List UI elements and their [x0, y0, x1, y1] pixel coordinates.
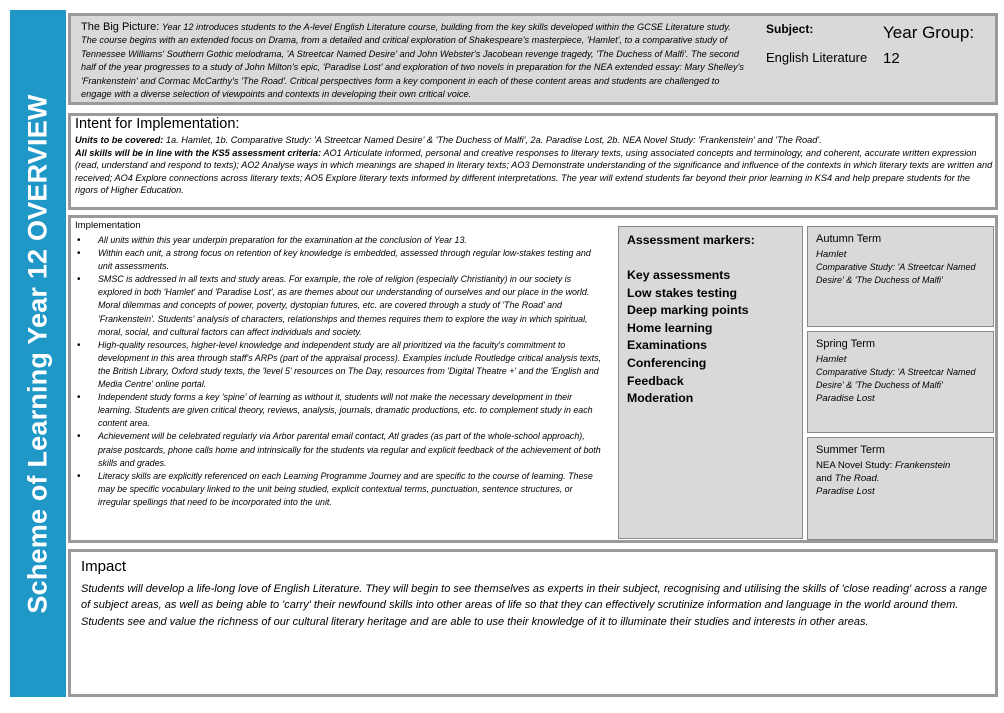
assessment-item: Deep marking points [627, 303, 749, 318]
summer-term-panel [807, 437, 994, 540]
list-item: • SMSC is addressed in all texts and study areas. For example, the role of religion (especially Christianity) in our society is explored in both 'Hamlet' and 'Paradise Lost', as are themes about our understanding of ourselves and our place in the world. Moral dilemmas and concepts of power, poverty, dystopian futures, etc. are covered through a study of 'The Road' and 'Frankenstein'. Students' analysis of characters, relationships and themes requires them to explore the way in which spiritual, moral, social, and cultural factors can affect individuals and society. [77, 273, 607, 338]
units-text: 1a. Hamlet, 1b. Comparative Study: 'A Streetcar Named Desire' & 'The Duchess of Malfi', 2a. Paradise Lost, 2b. NEA Novel Study: 'Frankenstein' and 'The Road'. [165, 135, 822, 145]
impact-title: Impact [81, 558, 127, 575]
assessment-item: Moderation [627, 391, 694, 406]
assessment-item: Feedback [627, 373, 684, 388]
big-picture-lead: The Big Picture: [81, 21, 160, 33]
list-item: • Achievement will be celebrated regularly via Arbor parental email contact, Atl grades (as part of the whole-school approach), praise postcards, phone calls home and intrinsically for the students via regular and explicit feedback of the achievement of both skills and grades. [77, 430, 607, 469]
implementation-list [77, 234, 607, 509]
list-item: • Literacy skills are explicitly referenced on each Learning Programme Journey and are specific to the course of learning. These may be specific vocabulary linked to the unit being studied, explicit contextual terms, punctuation, sentence structures, or irregular spellings that need to be incorporated into the unit. [77, 470, 607, 509]
spring-term-unit: Hamlet [816, 354, 847, 365]
list-item: • All units within this year underpin preparation for the examination at the conclusion of Year 13. [77, 234, 607, 247]
intent-body [75, 134, 993, 197]
autumn-term-panel [807, 226, 994, 327]
impact-section [68, 549, 998, 697]
sidebar-banner [10, 10, 66, 697]
spring-term-title: Spring Term [816, 338, 876, 350]
assessment-item: Conferencing [627, 355, 707, 370]
spring-term-unit: Comparative Study: 'A Streetcar Named Desire' & 'The Duchess of Malfi' [816, 367, 976, 391]
summer-term-title: Summer Term [816, 444, 885, 456]
units-line [75, 134, 993, 147]
summer-term-unit: Paradise Lost [816, 486, 875, 498]
autumn-term-unit: Comparative Study: 'A Streetcar Named Desire' & 'The Duchess of Malfi' [816, 262, 976, 286]
sidebar-title: Scheme of Learning Year 12 OVERVIEW [22, 93, 53, 614]
year-group-value: 12 [883, 50, 900, 67]
big-picture-text [81, 21, 749, 101]
subject-value: English Literature [766, 50, 868, 65]
assessment-item: Low stakes testing [627, 285, 738, 300]
units-label: Units to be covered: [75, 135, 164, 145]
implementation-heading: Implementation [75, 220, 141, 231]
skills-label: All skills will be in line with the KS5 assessment criteria: [75, 147, 322, 158]
spring-term-unit: Paradise Lost [816, 393, 875, 405]
skills-text: AO1 Articulate informed, personal and creative responses to literary texts, using associated concepts and terminology, and coherent, accurate written expression (read, understand and respond to texts); AO2 Analyse ways in which meanings are shaped in literary texts; AO3 Demonstrate understanding of the significance and influence of the contexts in which literary texts are written and received; AO4 Explore connections across literary texts; AO5 Explore literary texts informed by different interpretations. The year will extend students far beyond their prior learning in KS4 and help prepare students for the rigors of Higher Education. [75, 147, 993, 196]
subject-label: Subject: [766, 22, 814, 36]
big-picture-section [68, 13, 998, 105]
skills-line [75, 147, 993, 197]
autumn-term-title: Autumn Term [816, 233, 882, 245]
summer-unit-prefix: NEA Novel Study: [816, 460, 893, 471]
summer-unit-prefix: and [816, 473, 833, 485]
intent-section [68, 113, 998, 210]
big-picture-body: Year 12 introduces students to the A-level English Literature course, building from the key skills developed within the GCSE Literature study. The course begins with an extended focus on Drama, from a detailed and critical exploration of Shakespeare's masterpiece, 'Hamlet', to a comparative study of Tennessee Williams' Southern Gothic melodrama, 'A Streetcar Named Desire' and John Webster's Jacobean revenge tragedy, 'The Duchess of Malfi'. The second half of the year progresses to a study of John Milton's epic, 'Paradise Lost' and exploration of two novels in preparation for the NEA extended essay: Mary Shelley's 'Frankenstein' and Cormac McCarthy's 'The Road'. Critical perspectives form a key component in each of these content areas and students are challenged to engage with a diverse selection of viewpoints and contexts in developing their own critical voice. [81, 22, 744, 100]
assessment-item: Home learning [627, 320, 713, 335]
list-item: • Within each unit, a strong focus on retention of key knowledge is embedded, assessed through regular low-stakes testing and unit assessments. [77, 247, 607, 273]
intent-title: Intent for Implementation: [75, 116, 240, 132]
summer-unit-title: Frankenstein [894, 460, 951, 471]
assessment-item: Key assessments [627, 268, 731, 282]
assessment-markers-panel [618, 226, 803, 539]
list-item: • High-quality resources, higher-level knowledge and independent study are all prioritized via the faculty's commitment to development in this area through staff's ARPs (part of the appraisal process). Examples include Routledge critical analysis texts, the British Library, Oxford study texts, the 'level 5' resources on The Day, resources from 'Digital Theatre +' and the 'English and Media Centre' online portal. [77, 339, 607, 391]
implementation-section [68, 215, 998, 543]
impact-body: Students will develop a life-long love of English Literature. They will begin to see themselves as experts in their subject, recognising and utilising the skills of 'close reading' across a range of subject areas, as well as being able to 'carry' their newfound skills into other areas of life so that they can effectively scrutinize information and language in the world around them. Students see and value the richness of our cultural literary heritage and are able to use their knowledge of it to illuminate their studies and interests in other areas. [81, 583, 988, 628]
assessment-title: Assessment markers: [627, 233, 755, 247]
spring-term-panel [807, 331, 994, 433]
list-item: • Independent study forms a key 'spine' of learning as without it, students will not make the necessary development in their learning. Students are given critical theory, reviews, analysis, journals, dramatic productions, etc. to complement study in each content area. [77, 391, 607, 430]
assessment-item: Examinations [627, 338, 707, 353]
year-group-label: Year Group: [883, 23, 975, 42]
summer-term-unit [816, 472, 985, 485]
autumn-term-unit: Hamlet [816, 249, 847, 260]
summer-term-unit [816, 459, 985, 472]
summer-unit-title: The Road. [834, 473, 880, 485]
